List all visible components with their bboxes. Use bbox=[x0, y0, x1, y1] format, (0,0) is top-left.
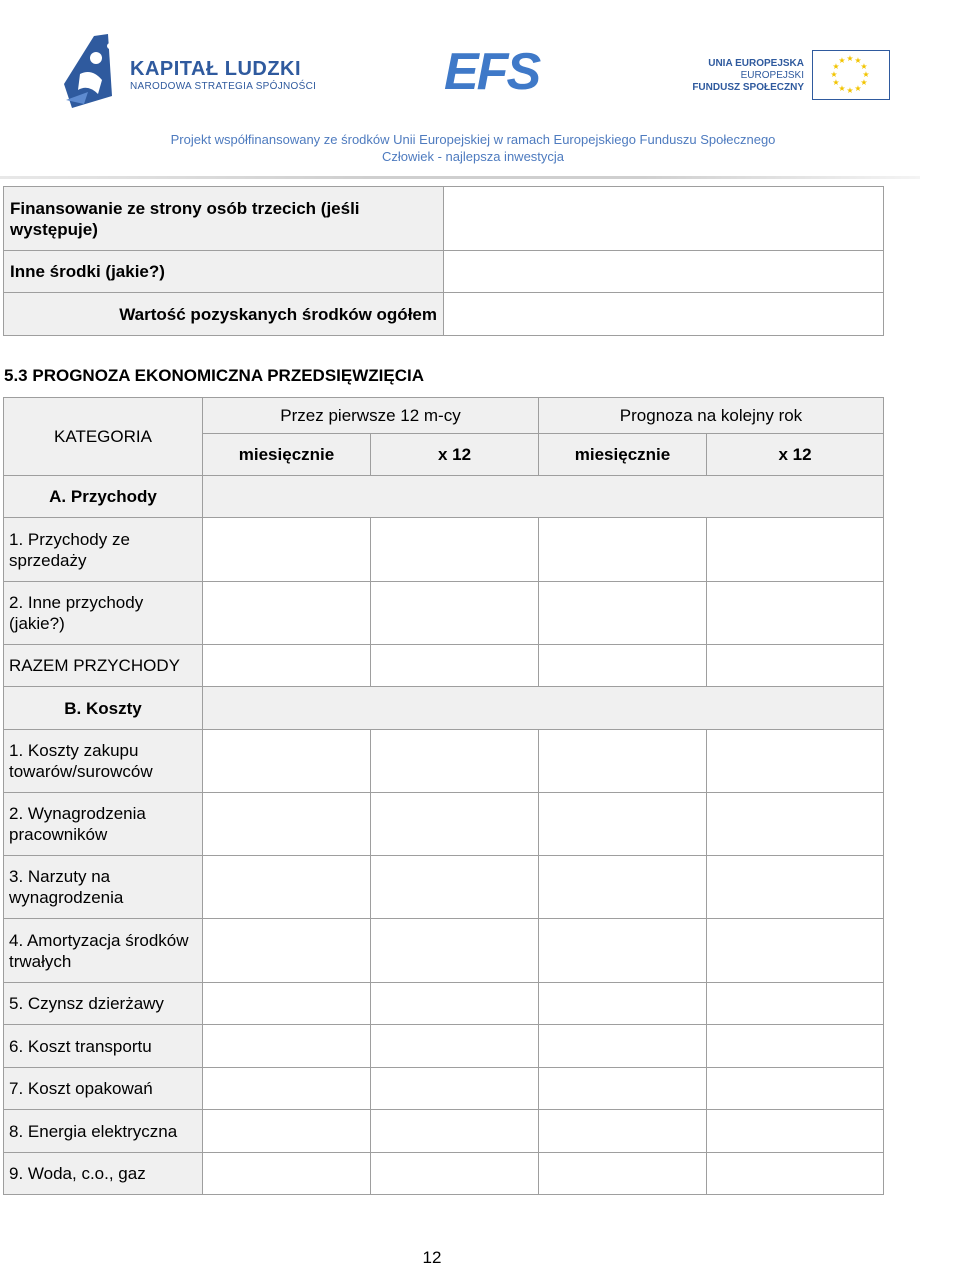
cost-row-label: 3. Narzuty na wynagrodzenia bbox=[4, 856, 203, 919]
efs-logo bbox=[444, 42, 539, 102]
subheader-x12-2: x 12 bbox=[707, 434, 884, 476]
cost-row-label: 9. Woda, c.o., gaz bbox=[4, 1153, 203, 1195]
cost-row-label: 4. Amortyzacja środków trwałych bbox=[4, 919, 203, 983]
kl-title: KAPITAŁ LUDZKI bbox=[130, 58, 302, 80]
table-cell[interactable] bbox=[707, 645, 884, 687]
svg-text:★: ★ bbox=[862, 70, 870, 79]
table-cell[interactable] bbox=[707, 1110, 884, 1153]
table-cell[interactable] bbox=[707, 1153, 884, 1195]
section-a-fill bbox=[203, 476, 884, 518]
income-row-label: 1. Przychody ze sprzedaży bbox=[4, 518, 203, 582]
income-total-label: RAZEM PRZYCHODY bbox=[4, 645, 203, 687]
funding-value-other[interactable] bbox=[444, 251, 884, 293]
eu-line-2: EUROPEJSKI bbox=[740, 70, 804, 81]
category-header: KATEGORIA bbox=[4, 398, 203, 476]
subheader-monthly-2: miesięcznie bbox=[539, 434, 707, 476]
svg-text:★: ★ bbox=[846, 54, 854, 63]
svg-text:★: ★ bbox=[854, 84, 862, 93]
table-row bbox=[4, 856, 884, 919]
table-cell[interactable] bbox=[371, 856, 539, 919]
cost-row-label: 2. Wynagrodzenia pracowników bbox=[4, 793, 203, 856]
table-row bbox=[4, 1110, 884, 1153]
table-cell[interactable] bbox=[203, 518, 371, 582]
table-row bbox=[4, 730, 884, 793]
svg-text:★: ★ bbox=[838, 56, 846, 65]
table-header-row bbox=[4, 398, 884, 434]
period1-header: Przez pierwsze 12 m-cy bbox=[203, 398, 539, 434]
table-cell[interactable] bbox=[371, 1025, 539, 1068]
table-cell[interactable] bbox=[539, 582, 707, 645]
funding-label-other: Inne środki (jakie?) bbox=[4, 251, 444, 293]
table-cell[interactable] bbox=[203, 793, 371, 856]
eu-flag-icon bbox=[812, 50, 890, 100]
svg-text:★: ★ bbox=[860, 78, 868, 87]
table-cell[interactable] bbox=[707, 856, 884, 919]
cost-row-label: 7. Koszt opakowań bbox=[4, 1068, 203, 1110]
table-cell[interactable] bbox=[539, 730, 707, 793]
eu-line-1: UNIA EUROPEJSKA bbox=[708, 58, 804, 69]
table-cell[interactable] bbox=[203, 983, 371, 1025]
table-cell[interactable] bbox=[707, 983, 884, 1025]
cost-row-label: 5. Czynsz dzierżawy bbox=[4, 983, 203, 1025]
table-cell[interactable] bbox=[203, 1110, 371, 1153]
table-cell[interactable] bbox=[539, 518, 707, 582]
subheader-monthly-1: miesięcznie bbox=[203, 434, 371, 476]
cost-row-label: 1. Koszty zakupu towarów/surowców bbox=[4, 730, 203, 793]
table-cell[interactable] bbox=[539, 1025, 707, 1068]
kapital-ludzki-wordmark bbox=[130, 58, 316, 94]
table-cell[interactable] bbox=[539, 1153, 707, 1195]
table-cell[interactable] bbox=[539, 645, 707, 687]
cost-row-label: 8. Energia elektryczna bbox=[4, 1110, 203, 1153]
funding-table bbox=[3, 186, 884, 336]
svg-text:★: ★ bbox=[830, 70, 838, 79]
page-header bbox=[0, 0, 960, 180]
table-cell[interactable] bbox=[707, 919, 884, 983]
section-title: 5.3 PROGNOZA EKONOMICZNA PRZEDSIĘWZIĘCIA bbox=[4, 366, 424, 385]
table-cell[interactable] bbox=[707, 1025, 884, 1068]
table-row bbox=[4, 518, 884, 582]
table-cell[interactable] bbox=[203, 582, 371, 645]
table-cell[interactable] bbox=[539, 983, 707, 1025]
table-cell[interactable] bbox=[371, 793, 539, 856]
svg-text:★: ★ bbox=[854, 56, 862, 65]
table-cell[interactable] bbox=[707, 730, 884, 793]
header-divider bbox=[0, 176, 920, 179]
eu-stars-icon bbox=[813, 51, 888, 98]
table-cell[interactable] bbox=[371, 1068, 539, 1110]
table-cell[interactable] bbox=[203, 1068, 371, 1110]
table-row bbox=[4, 1068, 884, 1110]
income-row-label: 2. Inne przychody (jakie?) bbox=[4, 582, 203, 645]
table-cell[interactable] bbox=[203, 856, 371, 919]
table-cell[interactable] bbox=[203, 919, 371, 983]
funding-value-third-party[interactable] bbox=[444, 187, 884, 251]
project-slogan: Człowiek - najlepsza inwestycja bbox=[381, 149, 565, 164]
funding-label-total: Wartość pozyskanych środków ogółem bbox=[4, 293, 444, 336]
kl-subtitle: NARODOWA STRATEGIA SPÓJNOŚCI bbox=[130, 81, 317, 92]
subheader-x12-1: x 12 bbox=[371, 434, 539, 476]
funding-value-total[interactable] bbox=[444, 293, 884, 336]
funding-label-third-party: Finansowanie ze strony osób trzecich (jeśli występuje) bbox=[4, 187, 444, 251]
table-cell[interactable] bbox=[707, 582, 884, 645]
svg-text:★: ★ bbox=[846, 86, 854, 95]
table-cell[interactable] bbox=[539, 856, 707, 919]
table-row bbox=[4, 1025, 884, 1068]
table-cell[interactable] bbox=[371, 983, 539, 1025]
table-cell[interactable] bbox=[203, 1153, 371, 1195]
section-b-label: B. Koszty bbox=[4, 687, 203, 730]
table-cell[interactable] bbox=[203, 645, 371, 687]
table-row bbox=[4, 793, 884, 856]
table-cell[interactable] bbox=[539, 1110, 707, 1153]
page-number: 12 bbox=[422, 1248, 442, 1267]
table-row bbox=[4, 645, 884, 687]
svg-text:★: ★ bbox=[832, 78, 840, 87]
table-cell[interactable] bbox=[203, 1025, 371, 1068]
table-cell[interactable] bbox=[371, 645, 539, 687]
table-cell[interactable] bbox=[539, 1068, 707, 1110]
section-a-label: A. Przychody bbox=[4, 476, 203, 518]
table-cell[interactable] bbox=[707, 518, 884, 582]
kapital-ludzki-emblem-icon bbox=[58, 34, 130, 114]
table-row bbox=[4, 983, 884, 1025]
forecast-table bbox=[3, 397, 884, 1195]
table-row bbox=[4, 293, 884, 336]
table-cell[interactable] bbox=[371, 1153, 539, 1195]
svg-text:★: ★ bbox=[838, 84, 846, 93]
efs-wordmark: EFS bbox=[444, 43, 540, 101]
section-row-income bbox=[4, 476, 884, 518]
period2-header: Prognoza na kolejny rok bbox=[539, 398, 884, 434]
table-cell[interactable] bbox=[371, 1110, 539, 1153]
table-row bbox=[4, 1153, 884, 1195]
project-cofinancing-note: Projekt współfinansowany ze środków Unii Europejskiej w ramach Europejskiego Funduszu Społecznego bbox=[170, 132, 776, 147]
table-row bbox=[4, 187, 884, 251]
eu-line-3: FUNDUSZ SPOŁECZNY bbox=[692, 82, 804, 93]
table-row bbox=[4, 919, 884, 983]
table-cell[interactable] bbox=[539, 793, 707, 856]
table-cell[interactable] bbox=[707, 793, 884, 856]
table-row bbox=[4, 582, 884, 645]
table-cell[interactable] bbox=[539, 919, 707, 983]
eu-label bbox=[690, 58, 804, 94]
section-b-fill bbox=[203, 687, 884, 730]
table-cell[interactable] bbox=[371, 582, 539, 645]
table-row bbox=[4, 251, 884, 293]
table-cell[interactable] bbox=[371, 919, 539, 983]
table-cell[interactable] bbox=[371, 730, 539, 793]
section-row-costs bbox=[4, 687, 884, 730]
svg-text:★: ★ bbox=[832, 62, 840, 71]
table-cell[interactable] bbox=[371, 518, 539, 582]
table-cell[interactable] bbox=[707, 1068, 884, 1110]
cost-row-label: 6. Koszt transportu bbox=[4, 1025, 203, 1068]
table-cell[interactable] bbox=[203, 730, 371, 793]
svg-text:★: ★ bbox=[860, 62, 868, 71]
